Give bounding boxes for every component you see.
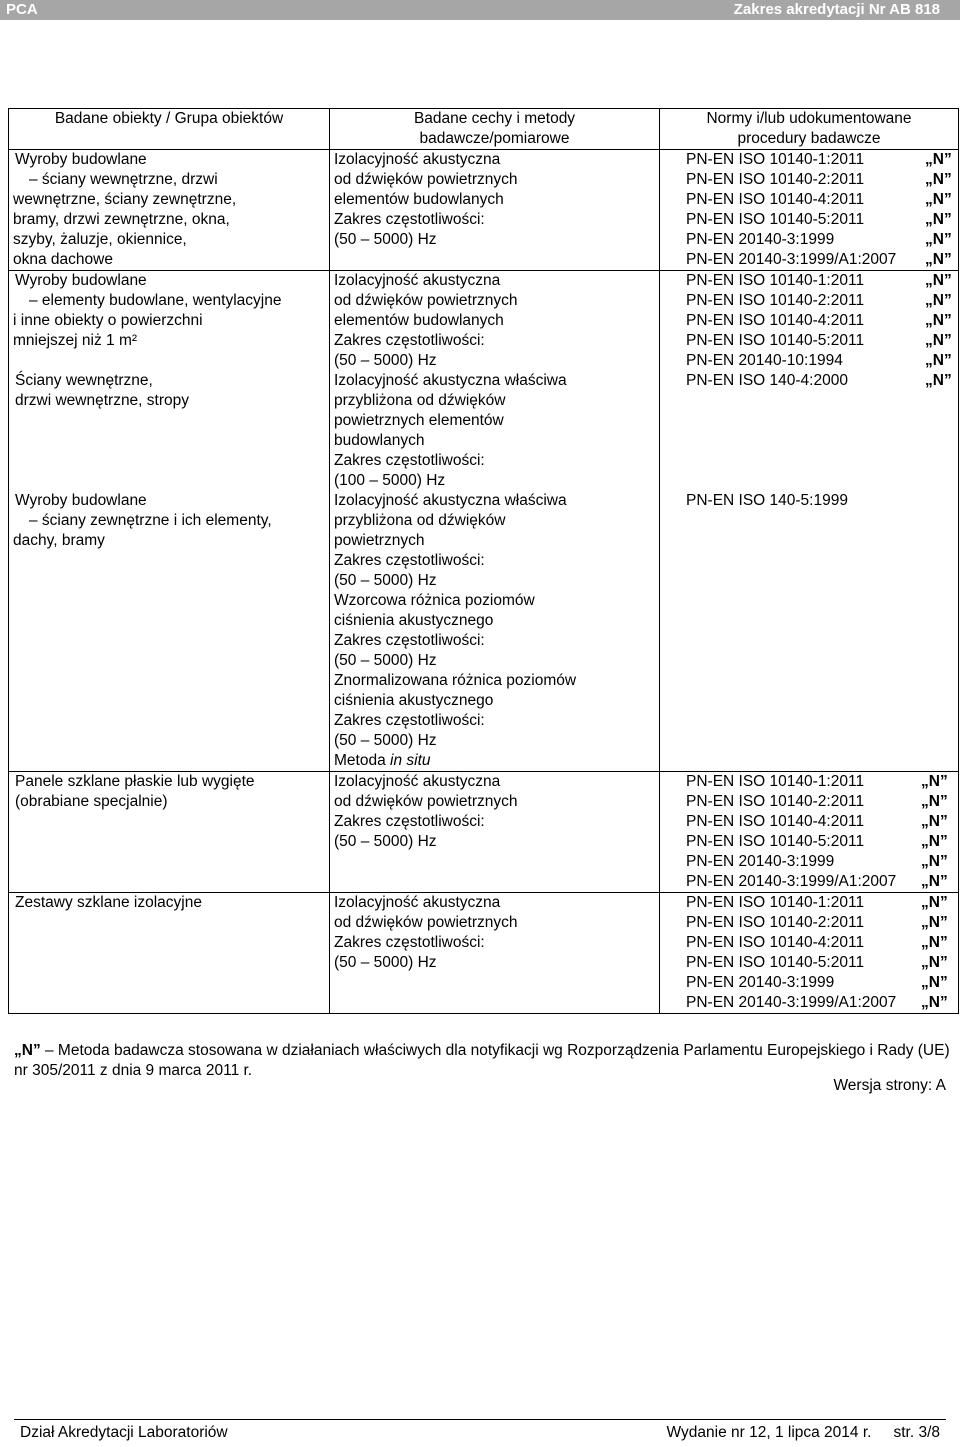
table-row xyxy=(9,893,959,1014)
object-title: Wyroby budowlane xyxy=(15,272,147,289)
norm-item xyxy=(664,230,954,250)
method-line: Zakres częstotliwości: xyxy=(334,712,485,729)
method-cell xyxy=(330,772,660,893)
footer-page-number: str. 3/8 xyxy=(893,1424,940,1441)
method-line: Zakres częstotliwości: xyxy=(334,632,485,649)
method-line: Zakres częstotliwości: xyxy=(334,332,485,349)
notification-mark: „N” xyxy=(921,853,948,870)
norm-item xyxy=(664,913,954,933)
norm-item xyxy=(664,893,954,913)
norms-cell xyxy=(660,271,959,772)
notification-mark: „N” xyxy=(925,191,952,208)
norm-code: PN-EN ISO 10140-4:2011 xyxy=(686,934,865,951)
notification-mark: „N” xyxy=(925,231,952,248)
norm-item xyxy=(664,993,954,1013)
method-line: od dźwięków powietrznych xyxy=(334,793,518,810)
method-line: Izolacyjność akustyczna właściwa xyxy=(334,372,567,389)
table-row xyxy=(9,271,959,772)
norm-item xyxy=(664,331,954,351)
footer-edition: Wydanie nr 12, 1 lipca 2014 r. xyxy=(666,1424,872,1441)
norm-item xyxy=(664,953,954,973)
method-line: Izolacyjność akustyczna xyxy=(334,773,501,790)
header-objects: Badane obiekty / Grupa obiektów xyxy=(9,109,330,150)
method-prefix: Metoda xyxy=(334,752,391,769)
notification-mark: „N” xyxy=(925,151,952,168)
norm-item xyxy=(664,792,954,812)
method-line: powietrznych elementów xyxy=(334,412,504,429)
header-norms-line: procedury badawcze xyxy=(737,130,881,147)
object-line: – ściany wewnętrzne, drzwi xyxy=(29,171,218,188)
method-line: elementów budowlanych xyxy=(334,191,504,208)
object-cell xyxy=(9,772,330,893)
object-cell xyxy=(9,893,330,1014)
table-header-row xyxy=(9,109,959,150)
norm-code: PN-EN ISO 10140-2:2011 xyxy=(686,793,865,810)
header-methods-line: Badane cechy i metody xyxy=(413,110,576,127)
norm-item xyxy=(664,190,954,210)
object-line: wewnętrzne, ściany zewnętrzne, xyxy=(13,191,237,208)
norm-code: PN-EN ISO 10140-2:2011 xyxy=(686,292,865,309)
norm-code: PN-EN ISO 10140-1:2011 xyxy=(686,894,865,911)
object-line: szyby, żaluzje, okiennice, xyxy=(13,231,187,248)
method-cell xyxy=(330,150,660,271)
method-line: Zakres częstotliwości: xyxy=(334,813,485,830)
header-norms-line: Normy i/lub udokumentowane xyxy=(706,110,912,127)
method-line: elementów budowlanych xyxy=(334,312,504,329)
object-title: Zestawy szklane izolacyjne xyxy=(15,894,202,911)
norm-item xyxy=(664,291,954,311)
org-name: PCA xyxy=(6,1,38,18)
method-line: Izolacyjność akustyczna xyxy=(334,151,501,168)
header-methods xyxy=(330,109,660,150)
notification-mark: „N” xyxy=(925,211,952,228)
norm-code: PN-EN 20140-3:1999 xyxy=(686,974,835,991)
norm-code: PN-EN ISO 10140-1:2011 xyxy=(686,773,865,790)
norm-item xyxy=(664,371,954,391)
notification-mark: „N” xyxy=(921,974,948,991)
norm-code: PN-EN ISO 10140-4:2011 xyxy=(686,813,865,830)
method-line: (50 – 5000) Hz xyxy=(334,231,437,248)
object-title: Wyroby budowlane xyxy=(15,151,147,168)
method-line: przybliżona od dźwięków xyxy=(334,512,506,529)
object-title: Ściany wewnętrzne, xyxy=(15,372,153,389)
norm-code: PN-EN ISO 10140-2:2011 xyxy=(686,171,865,188)
norm-code: PN-EN ISO 10140-1:2011 xyxy=(686,272,865,289)
norms-cell xyxy=(660,150,959,271)
norm-code: PN-EN ISO 10140-5:2011 xyxy=(686,833,865,850)
notification-mark: „N” xyxy=(921,773,948,790)
scope-title: Zakres akredytacji Nr AB 818 xyxy=(733,1,940,18)
notification-mark: „N” xyxy=(925,171,952,188)
norm-code: PN-EN 20140-3:1999 xyxy=(686,853,835,870)
norm-code: PN-EN 20140-3:1999/A1:2007 xyxy=(686,251,897,268)
norm-item xyxy=(664,852,954,872)
object-title: Panele szklane płaskie lub wygięte xyxy=(15,773,255,790)
method-line: od dźwięków powietrznych xyxy=(334,292,518,309)
method-line: (50 – 5000) Hz xyxy=(334,572,437,589)
norm-code: PN-EN ISO 10140-5:2011 xyxy=(686,211,865,228)
object-line: bramy, drzwi zewnętrzne, okna, xyxy=(13,211,230,228)
method-line: budowlanych xyxy=(334,432,425,449)
method-line: (50 – 5000) Hz xyxy=(334,352,437,369)
norm-item xyxy=(664,250,954,270)
norm-code: PN-EN ISO 10140-4:2011 xyxy=(686,312,865,329)
notification-mark: „N” xyxy=(925,372,952,389)
notification-mark: „N” xyxy=(925,292,952,309)
method-line: Zakres częstotliwości: xyxy=(334,934,485,951)
notification-mark: „N” xyxy=(925,332,952,349)
object-line: okna dachowe xyxy=(13,251,113,268)
method-line: Wzorcowa różnica poziomów xyxy=(334,592,535,609)
method-line: Zakres częstotliwości: xyxy=(334,552,485,569)
object-line: mniejszej niż 1 m² xyxy=(13,332,138,349)
norm-code: PN-EN ISO 10140-4:2011 xyxy=(686,191,865,208)
object-cell xyxy=(9,271,330,772)
method-line: ciśnienia akustycznego xyxy=(334,612,494,629)
norms-cell xyxy=(660,772,959,893)
method-line: Izolacyjność akustyczna xyxy=(334,272,501,289)
method-line: od dźwięków powietrznych xyxy=(334,914,518,931)
table-row xyxy=(9,772,959,893)
table-row xyxy=(9,150,959,271)
accreditation-table xyxy=(8,108,959,1014)
method-line: (50 – 5000) Hz xyxy=(334,954,437,971)
method-line: Izolacyjność akustyczna właściwa xyxy=(334,492,567,509)
norms-cell xyxy=(660,893,959,1014)
object-line: drzwi wewnętrzne, stropy xyxy=(15,392,190,409)
norm-code: PN-EN ISO 10140-5:2011 xyxy=(686,332,865,349)
notification-mark: „N” xyxy=(921,914,948,931)
norm-item xyxy=(664,933,954,953)
method-line: Zakres częstotliwości: xyxy=(334,452,485,469)
object-line: i inne obiekty o powierzchni xyxy=(13,312,203,329)
method-insitu: in situ xyxy=(390,752,431,769)
notification-mark: „N” xyxy=(925,251,952,268)
norm-item xyxy=(664,150,954,170)
object-cell xyxy=(9,150,330,271)
norm-code: PN-EN 20140-10:1994 xyxy=(686,352,843,369)
notification-mark: „N” xyxy=(921,954,948,971)
notification-mark: „N” xyxy=(925,352,952,369)
norm-item xyxy=(664,311,954,331)
method-line: (100 – 5000) Hz xyxy=(334,472,446,489)
object-line: dachy, bramy xyxy=(13,532,105,549)
norm-code: PN-EN 20140-3:1999/A1:2007 xyxy=(686,873,897,890)
norm-item xyxy=(664,271,954,291)
object-line: – ściany zewnętrzne i ich elementy, xyxy=(29,512,272,529)
object-title: Wyroby budowlane xyxy=(15,492,147,509)
norm-code: PN-EN ISO 10140-2:2011 xyxy=(686,914,865,931)
notification-footnote xyxy=(14,1041,954,1081)
norm-item xyxy=(664,210,954,230)
method-line: (50 – 5000) Hz xyxy=(334,833,437,850)
notification-mark: „N” xyxy=(921,873,948,890)
method-line: Izolacyjność akustyczna xyxy=(334,894,501,911)
footer-right xyxy=(645,1420,940,1446)
norm-item xyxy=(664,832,954,852)
norm-item xyxy=(664,170,954,190)
method-line: (50 – 5000) Hz xyxy=(334,732,437,749)
method-line: przybliżona od dźwięków xyxy=(334,392,506,409)
norm-item xyxy=(664,491,954,511)
notification-mark: „N” xyxy=(921,813,948,830)
norm-code: PN-EN 20140-3:1999 xyxy=(686,231,835,248)
footnote-text: – Metoda badawcza stosowana w działaniach właściwych dla notyfikacji wg Rozporządzenia Parlamentu Europejskiego i Rady (UE) nr 305/2011 z dnia 9 marca 2011 r. xyxy=(14,1042,950,1079)
notification-mark: „N” xyxy=(921,793,948,810)
norm-code: PN-EN ISO 140-5:1999 xyxy=(686,492,848,509)
notification-mark: „N” xyxy=(921,833,948,850)
norm-item xyxy=(664,351,954,371)
notification-mark: „N” xyxy=(921,894,948,911)
norm-code: PN-EN ISO 10140-5:2011 xyxy=(686,954,865,971)
norm-item xyxy=(664,772,954,792)
norm-code: PN-EN ISO 140-4:2000 xyxy=(686,372,848,389)
method-line: od dźwięków powietrznych xyxy=(334,171,518,188)
method-cell xyxy=(330,271,660,772)
object-line: (obrabiane specjalnie) xyxy=(15,793,168,810)
method-line: (50 – 5000) Hz xyxy=(334,652,437,669)
notification-mark: „N” xyxy=(925,312,952,329)
method-line xyxy=(334,751,655,771)
page-header-bar xyxy=(0,0,960,20)
norm-item xyxy=(664,973,954,993)
method-cell xyxy=(330,893,660,1014)
notification-mark: „N” xyxy=(921,994,948,1011)
footnote-mark: „N” xyxy=(14,1042,41,1059)
norm-code: PN-EN 20140-3:1999/A1:2007 xyxy=(686,994,897,1011)
page-footer xyxy=(14,1419,946,1446)
notification-mark: „N” xyxy=(921,934,948,951)
header-methods-line: badawcze/pomiarowe xyxy=(419,130,570,147)
header-norms xyxy=(660,109,959,150)
object-line: – elementy budowlane, wentylacyjne xyxy=(29,292,282,309)
norm-code: PN-EN ISO 10140-1:2011 xyxy=(686,151,865,168)
method-line: Zakres częstotliwości: xyxy=(334,211,485,228)
norm-item xyxy=(664,872,954,892)
page-version: Wersja strony: A xyxy=(833,1077,946,1094)
notification-mark: „N” xyxy=(925,272,952,289)
method-line: Znormalizowana różnica poziomów xyxy=(334,672,577,689)
method-line: ciśnienia akustycznego xyxy=(334,692,494,709)
norm-item xyxy=(664,812,954,832)
footer-department: Dział Akredytacji Laboratoriów xyxy=(20,1424,228,1441)
method-line: powietrznych xyxy=(334,532,425,549)
